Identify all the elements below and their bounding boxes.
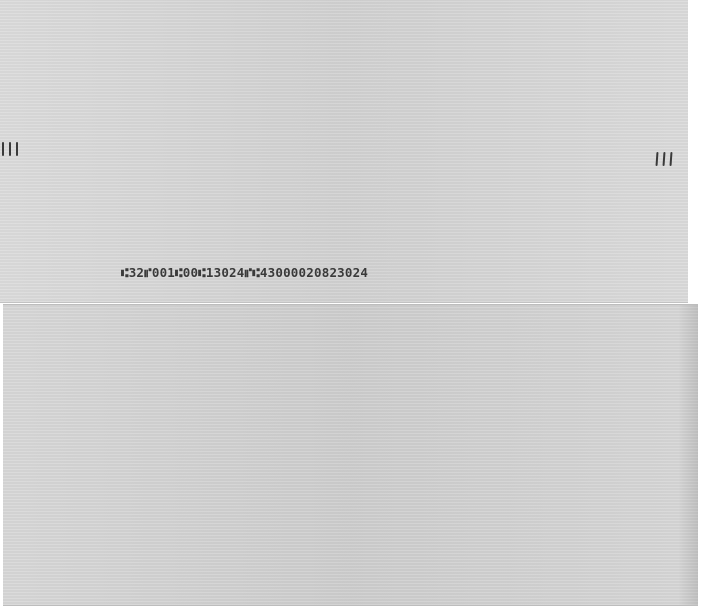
tick-mark bbox=[2, 142, 4, 156]
tick-mark bbox=[9, 142, 11, 156]
tick-mark bbox=[670, 152, 673, 166]
tick-mark bbox=[663, 152, 666, 166]
registration-ticks-top-right bbox=[656, 152, 672, 166]
micr-code-line: ⑆32⑈001⑆00⑆13024⑈⑆43000020823024 bbox=[121, 265, 369, 280]
top-sheet bbox=[0, 0, 688, 303]
registration-ticks-top-left bbox=[2, 142, 18, 156]
tick-mark bbox=[16, 142, 18, 156]
tick-mark bbox=[656, 152, 659, 166]
bottom-sheet bbox=[3, 304, 698, 606]
